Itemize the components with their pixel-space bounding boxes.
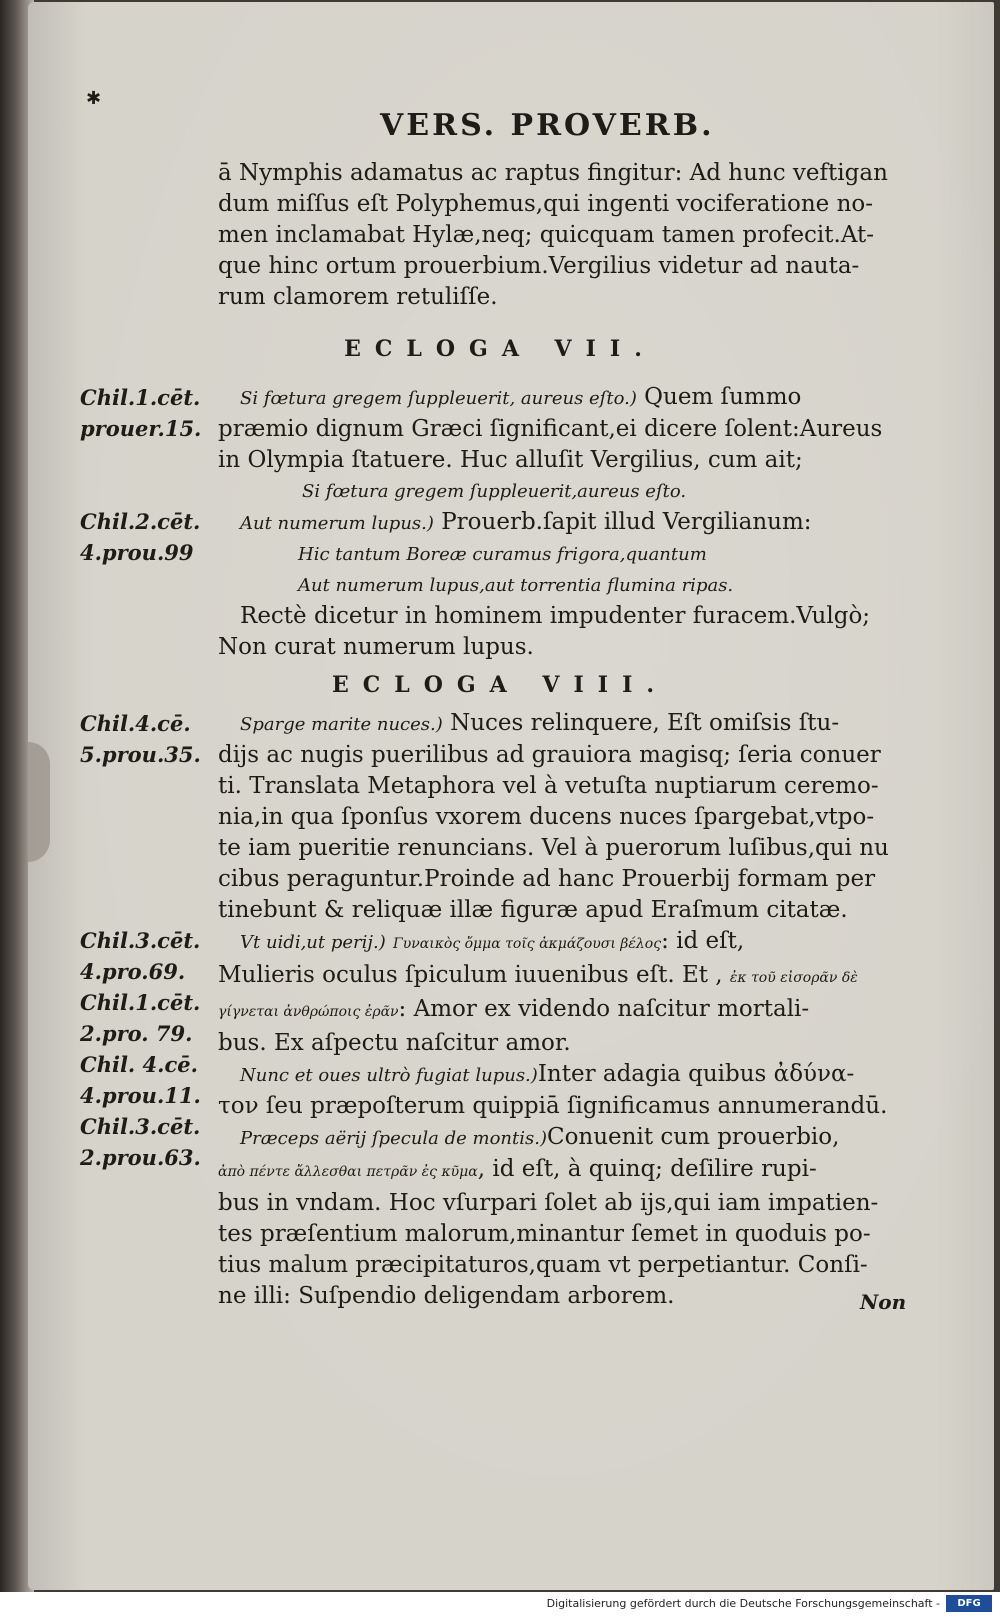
catchword: Non [860,1290,907,1314]
margin-note-line: Chil.2.cēt. [80,509,201,534]
verse-quote: Si fœtura gregem ſuppleuerit,aureus eſto. [302,481,687,502]
ecloga-vii-text [218,382,918,663]
text-line: ne illi: Suſpendio deligendam arborem. [218,1283,675,1309]
greek-text: Γυναικὸς ὄμμα τοῖς ἀκμάζουσι βέλος [393,936,662,952]
text-span: Prouerb.ſapit illud Vergilianum: [433,509,812,535]
text-line [218,507,918,539]
text-line [218,382,918,414]
text-span: : id eſt, [661,928,745,954]
margin-note-line: 2.pro. 79. [80,1021,193,1046]
lemma: Aut numerum lupus.) [240,513,434,534]
digitization-footer [0,1592,1000,1617]
text-line: rum clamorem retuliſſe. [218,284,498,310]
greek-text: γίγνεται ἀνθρώποις ἐρᾶν [218,1004,399,1020]
text-line: tes præſentium malorum,minantur ſemet in quoduis po- [218,1221,871,1247]
text-span: Inter adagia quibus ἀδύνα- [537,1061,855,1087]
text-line: præmio dignum Græci ſignificant,ei dicere ſolent:Aureus [218,416,883,442]
lemma: Præceps aërij ſpecula de montis.) [240,1128,547,1149]
text-line: tinebunt & reliquæ illæ figuræ apud Eraſmum citatæ. [218,897,848,923]
margin-note-line: Chil.1.cēt. [80,990,201,1015]
margin-note-6 [80,1111,220,1173]
text-line: τον ſeu præpoſterum quippiā ſignificamus annumerandū. [218,1093,888,1119]
text-line: men inclamabat Hylæ,neq; quicquam tamen profecit.At- [218,222,875,248]
ecloga-viii-text [218,708,918,1312]
text-line: cibus peraguntur.Proinde ad hanc Prouerbij formam per [218,866,876,892]
text-line: ti. Translata Metaphora vel à vetuſta nuptiarum ceremo- [218,773,879,799]
margin-note-line: Chil.3.cēt. [80,928,201,953]
text-line: Non curat numerum lupus. [218,634,534,660]
greek-text: ἀπὸ πέντε ἄλλεσθαι πετρᾶν ἐς κῦμα [218,1164,478,1180]
lemma: Sparge marite nuces.) [240,714,443,735]
text-span: , id eſt, à quinq; deſilire rupi- [477,1156,817,1182]
text-line [218,708,918,740]
text-span: : Amor ex videndo naſcitur mortali- [398,996,810,1022]
lemma: Vt uidi,ut perij.) [240,932,386,953]
text-line: nia,in qua ſponſus vxorem ducens nuces ſpargebat,vtpo- [218,804,875,830]
margin-note-2 [80,506,220,568]
section-heading-ecloga-viii: ECLOGA VIII. [331,672,669,698]
margin-note-4 [80,925,220,1049]
text-line: bus in vndam. Hoc vſurpari ſolet ab ijs,qui iam impatien- [218,1190,879,1216]
verse-quote: Aut numerum lupus,aut torrentia flumina ripas. [298,575,734,596]
running-header: VERS. PROVERB. [380,108,715,143]
text-line: Rectè dicetur in hominem impudenter furacem.Vulgò; [240,603,871,629]
text-span: Nuces relinquere, Eſt omiſsis ſtu- [442,710,840,736]
margin-note-line: 5.prou.35. [80,742,201,767]
asterisk-ornament-icon: ✱ [86,88,102,109]
page-clip-shadow [28,742,50,862]
text-line: ā Nymphis adamatus ac raptus fingitur: Ad hunc veftigan [218,160,888,186]
margin-note-line: 4.pro.69. [80,959,186,984]
section-heading-ecloga-vii: ECLOGA VII. [344,336,656,362]
margin-note-5 [80,1049,220,1111]
text-line [218,1154,918,1188]
text-line [218,960,918,994]
margin-note-line: Chil.1.cēt. [80,385,201,410]
verse-quote: Hic tantum Boreæ curamus frigora,quantum [298,544,707,565]
footer-credit: Digitalisierung gefördert durch die Deutsche Forschungsgemeinschaft - [546,1597,940,1610]
margin-note-line: 4.prou.11. [80,1083,201,1108]
text-line: te iam pueritie renuncians. Vel à puerorum luſibus,qui nu [218,835,889,861]
text-line [218,994,918,1028]
text-line: tius malum præcipitaturos,quam vt perpetiantur. Conſi- [218,1252,868,1278]
margin-note-1 [80,382,220,444]
margin-note-line: 4.prou.99 [80,540,194,565]
text-line [218,1059,918,1091]
lemma: Nunc et oues ultrò fugiat lupus.) [240,1065,538,1086]
text-line [218,926,918,960]
margin-note-line: Chil.4.cē. [80,711,191,736]
text-span: Conuenit cum prouerbio, [546,1124,840,1150]
margin-note-line: 2.prou.63. [80,1145,201,1170]
text-line: dijs ac nugis puerilibus ad grauiora magisq; ſeria conuer [218,742,881,768]
text-span: Mulieris oculus ſpiculum iuuenibus eſt. Et , [218,962,730,988]
text-line [218,1122,918,1154]
margin-note-line: Chil. 4.cē. [80,1052,198,1077]
text-line: dum miſſus eſt Polyphemus,qui ingenti vociferatione no- [218,191,874,217]
margin-note-line: prouer.15. [80,416,202,441]
text-line: que hinc ortum prouerbium.Vergilius videtur ad nauta- [218,253,860,279]
dfg-logo: DFG [946,1595,992,1612]
text-span: Quem ſummo [636,384,802,410]
intro-paragraph [218,158,918,313]
text-line: bus. Ex aſpectu naſcitur amor. [218,1030,571,1056]
greek-text: ἐκ τοῦ εἰσορᾶν δὲ [729,970,858,986]
margin-note-line: Chil.3.cēt. [80,1114,201,1139]
lemma: Si fœtura gregem ſuppleuerit, aureus eſto.) [240,388,637,409]
margin-note-3 [80,708,220,770]
text-line: in Olympia ſtatuere. Huc alluſit Vergilius, cum ait; [218,447,803,473]
